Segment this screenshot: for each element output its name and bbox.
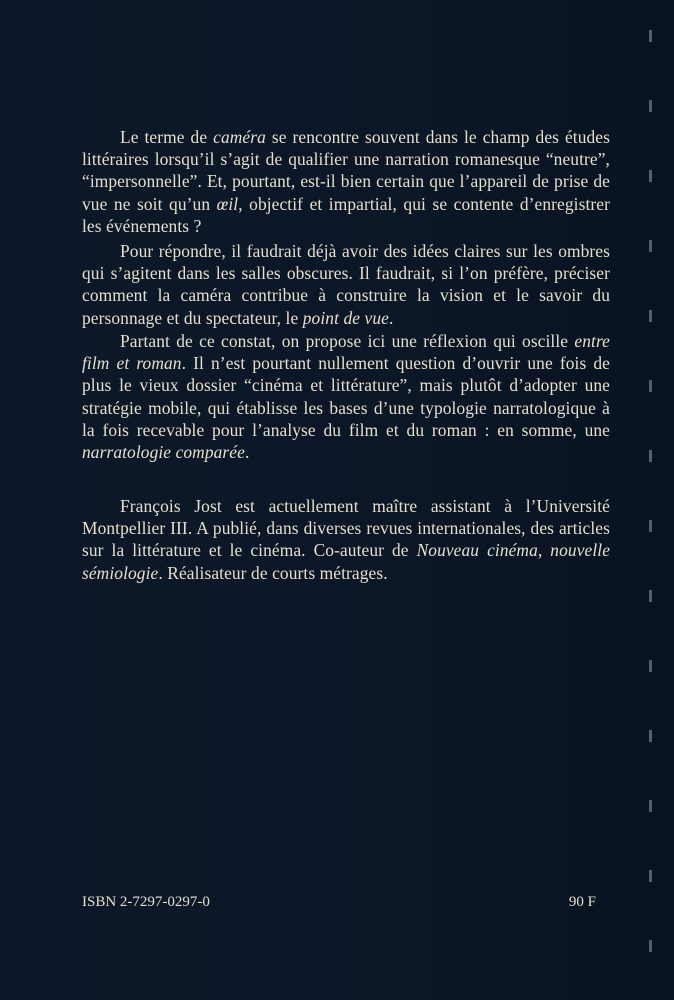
text-segment: . Réalisateur de courts métrages. [158,562,388,583]
italic-text: caméra [213,127,266,147]
cover-footer [82,894,596,911]
text-segment: . Il n’est pourtant nullement question d’ouvrir une fois de plus le vieux dossier “cinéma et littérature”, mais plutôt d’adopter une stratégie mobile, qui établisse les bases d’une typologie narratologique à la fois recevable pour l’analyse du film et du roman : en somme, une [82,353,610,440]
italic-text: narratologie comparée [82,442,245,463]
blurb-paragraph-1 [82,126,610,237]
italic-text: point de vue [302,307,389,328]
italic-text: Nouveau cinéma, nouvelle sémiologie [82,540,611,583]
text-segment: , objectif et impartial, qui se contente d’enregistrer les événements ? [82,193,610,236]
blurb-paragraph-2 [82,240,610,329]
text-segment: . [244,442,250,463]
spine-crease [649,0,652,1000]
text-segment: se rencontre souvent dans le champ des études littéraires lorsqu’il s’agit de qualifier une narration romanesque “neutre”, “impersonnelle”. Et, pourtant, est-il bien certain que l’appareil de prise de vue ne soit qu’un [82,127,610,214]
italic-text: œil [216,193,239,214]
blurb-paragraph-3 [82,330,610,463]
text-segment: François Jost est actuellement maître assistant à l’Université Montpellier III. A publié, dans diverses revues internationales, des articles sur la littérature et le cinéma. Co-auteur de [82,496,610,561]
text-segment: Le terme de [120,127,214,147]
price: 90 F [568,894,596,910]
isbn: ISBN 2-7297-0297-0 [82,894,210,910]
text-segment: Pour répondre, il faudrait déjà avoir des idées claires sur les ombres qui s’agitent dans les salles obscures. Il faudrait, si l’on préfère, préciser comment la caméra contribue à construire la vision et le savoir du personnage et du spectateur, le [82,241,610,328]
text-segment: Partant de ce constat, on propose ici une réflexion qui oscille [120,331,575,351]
author-bio [82,495,610,584]
italic-text: entre film et roman [82,331,610,374]
text-segment: . [388,307,394,328]
